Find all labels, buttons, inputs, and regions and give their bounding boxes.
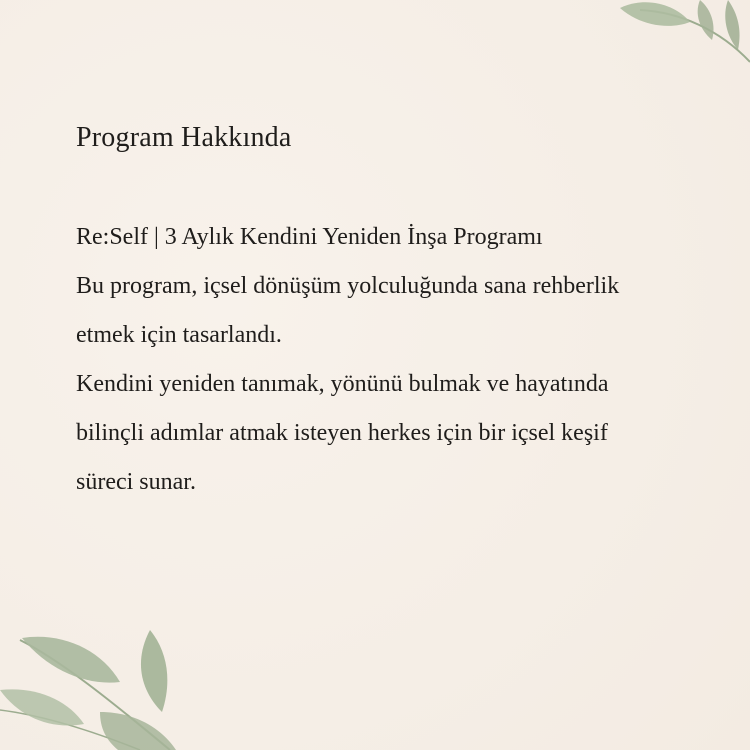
description-line-5: süreci sunar. xyxy=(76,469,196,495)
section-title: Program Hakkında xyxy=(76,122,292,153)
program-description xyxy=(76,213,736,507)
description-line-4: bilinçli adımlar atmak isteyen herkes için bir içsel keşif xyxy=(76,420,608,446)
description-line-2: etmek için tasarlandı. xyxy=(76,322,282,348)
description-line-1: Bu program, içsel dönüşüm yolculuğunda sana rehberlik xyxy=(76,273,620,299)
leaf-branch-icon xyxy=(0,620,200,750)
description-line-3: Kendini yeniden tanımak, yönünü bulmak ve hayatında xyxy=(76,371,609,397)
program-name-line: Re:Self | 3 Aylık Kendini Yeniden İnşa Programı xyxy=(76,224,543,250)
leaf-branch-icon xyxy=(620,0,750,70)
